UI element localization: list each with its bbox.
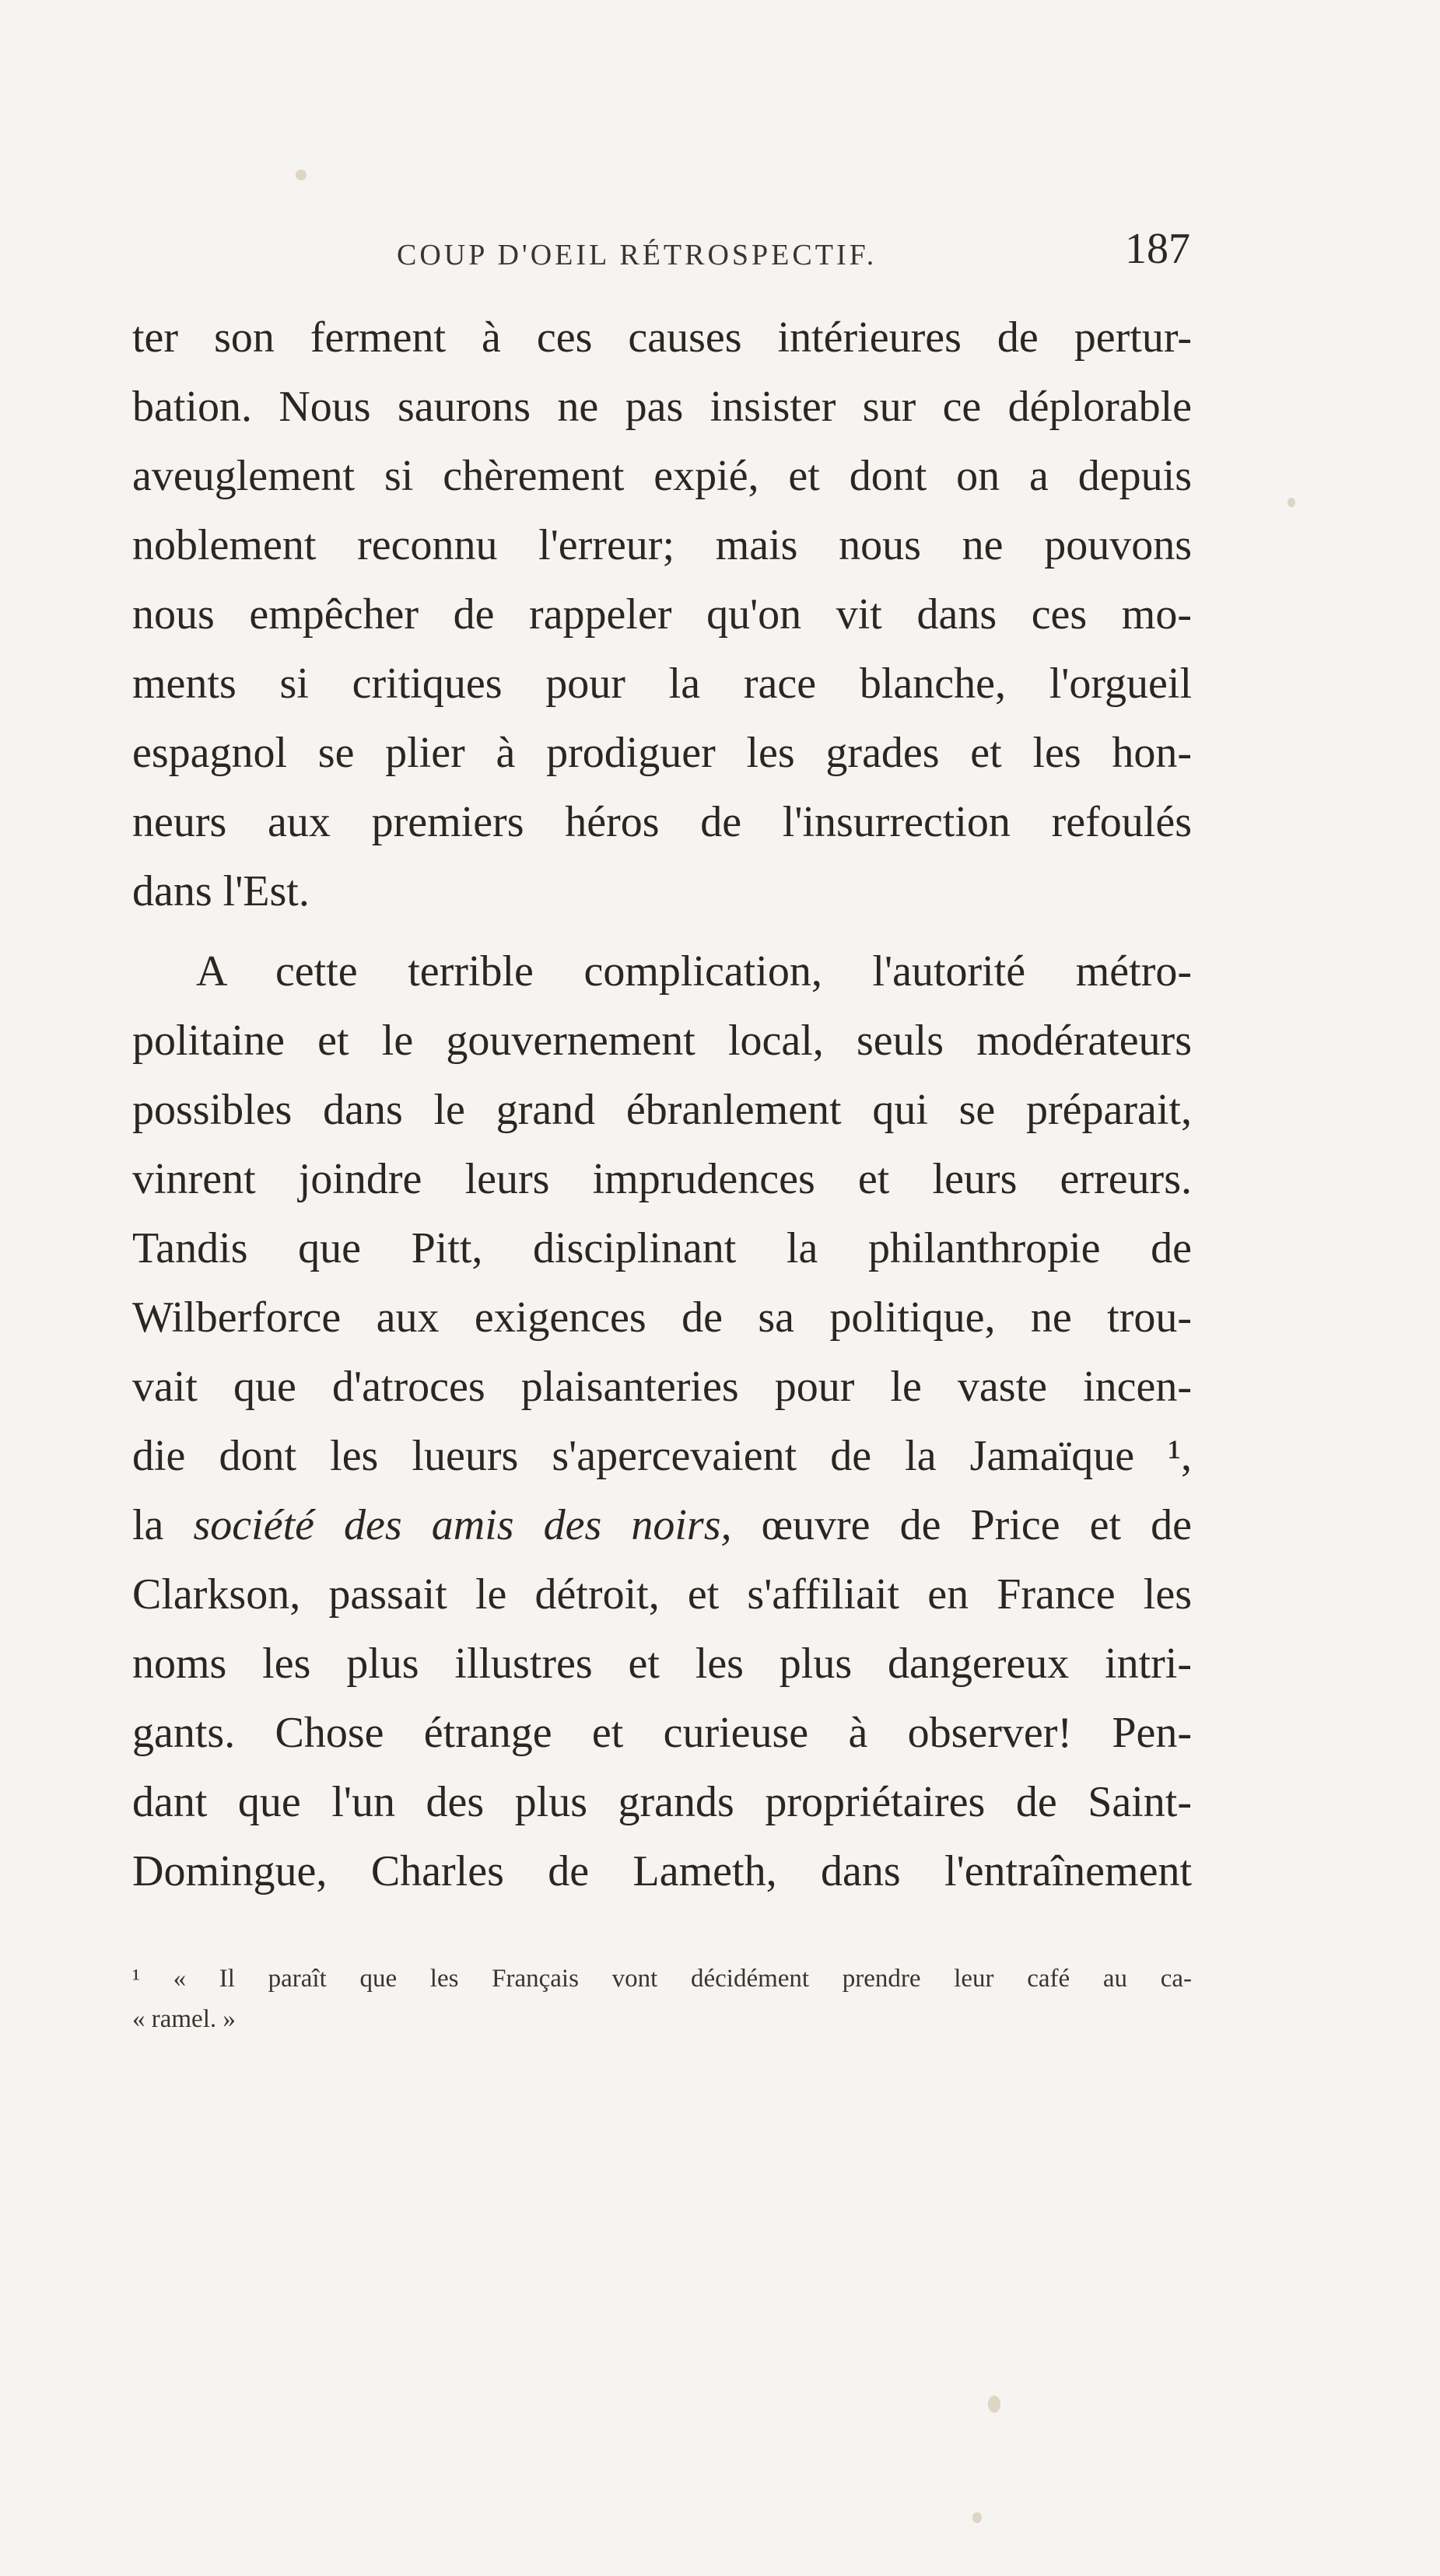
paper-speck [1288,498,1295,507]
text-line: bation. Nous saurons ne pas insister sur ce déplorable [132,383,1192,431]
footnote-line: « ramel. » [132,2005,236,2033]
running-title: COUP D'OEIL RÉTROSPECTIF. [397,239,878,271]
text-line: possibles dans le grand ébranlement qui se préparait, [132,1086,1192,1134]
text-line: aveuglement si chèrement expié, et dont on a depuis [132,452,1192,500]
text-line: dant que l'un des plus grands propriétaires de Saint- [132,1778,1192,1826]
text-line: noblement reconnu l'erreur; mais nous ne pouvons [132,521,1192,569]
italic-phrase: société des amis des noirs, [193,1501,732,1549]
paper-speck [296,170,307,180]
text-line: gants. Chose étrange et curieuse à observer! Pen- [132,1709,1192,1757]
paper-speck [972,2512,982,2523]
text-line: Tandis que Pitt, disciplinant la philanthropie de [132,1224,1192,1272]
paragraph-start-line: A cette terrible complication, l'autorité métro- [196,947,1192,996]
text-line: noms les plus illustres et les plus dangereux intri- [132,1640,1192,1688]
page-header [132,224,1190,286]
text-line: neurs aux premiers héros de l'insurrection refoulés [132,798,1192,846]
line-suffix: œuvre de Price et de [761,1501,1192,1549]
text-line: Domingue, Charles de Lameth, dans l'entraînement [132,1847,1192,1895]
text-line-with-italic [132,1491,1192,1560]
footnote-line: ¹ « Il paraît que les Français vont décidément prendre leur café au ca- [132,1965,1192,1993]
body-text [132,303,1192,1906]
text-line: die dont les lueurs s'apercevaient de la Jamaïque ¹, [132,1432,1192,1480]
paper-speck [988,2396,1000,2413]
text-line: ter son ferment à ces causes intérieures de pertur- [132,313,1192,362]
line-prefix: la [132,1501,164,1549]
text-line: espagnol se plier à prodiguer les grades et les hon- [132,729,1192,777]
text-line: dans l'Est. [132,867,310,915]
text-line: Clarkson, passait le détroit, et s'affiliait en France les [132,1570,1192,1619]
text-line: politaine et le gouvernement local, seuls modérateurs [132,1017,1192,1065]
text-line: nous empêcher de rappeler qu'on vit dans ces mo- [132,590,1192,639]
text-line: vait que d'atroces plaisanteries pour le vaste incen- [132,1363,1192,1411]
text-line: Wilberforce aux exigences de sa politique, ne trou- [132,1293,1192,1342]
text-line: vinrent joindre leurs imprudences et leurs erreurs. [132,1155,1192,1203]
page-number: 187 [1125,225,1190,273]
text-line: ments si critiques pour la race blanche, l'orgueil [132,660,1192,708]
footnote [132,1958,1192,2039]
